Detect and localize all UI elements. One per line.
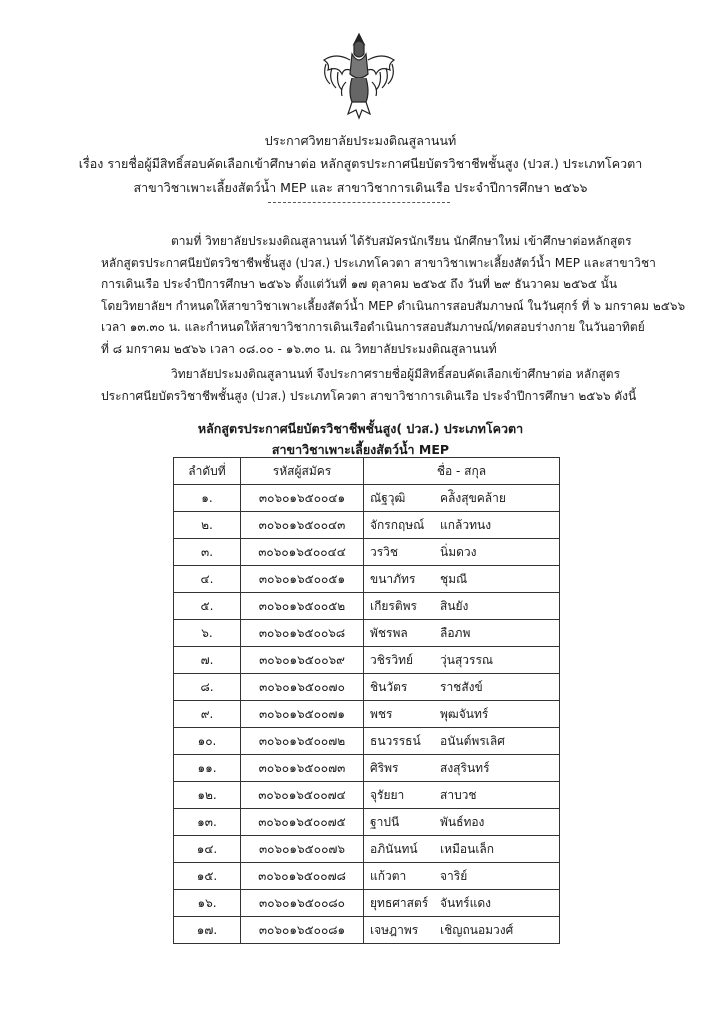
order-number: ๑๔.	[174, 836, 241, 863]
full-name	[364, 674, 560, 701]
garuda-emblem-icon	[318, 30, 400, 122]
last-name: อนันต์พรเลิศ	[440, 733, 505, 748]
first-name: ยุทธศาสตร์	[370, 895, 429, 910]
paragraph-1-line: เวลา ๑๓.๓๐ น. และกำหนดให้สาขาวิชาการเดินเรือดำเนินการสอบสัมภาษณ์/ทดสอบร่างกาย ในวันอาทิตย์	[101, 320, 645, 334]
last-name: นิ่มดวง	[440, 544, 477, 559]
header-applicant-id: รหัสผู้สมัคร	[241, 458, 364, 485]
header-order: ลำดับที่	[174, 458, 241, 485]
applicant-id: ๓๐๖๐๑๖๕๐๐๔๑	[241, 485, 364, 512]
applicant-id: ๓๐๖๐๑๖๕๐๐๗๑	[241, 701, 364, 728]
subject-line-2: สาขาวิชาเพาะเลี้ยงสัตว์น้ำ MEP และ สาขาวิชาการเดินเรือ ประจำปีการศึกษา ๒๕๖๖	[133, 180, 588, 195]
applicant-id: ๓๐๖๐๑๖๕๐๐๗๔	[241, 782, 364, 809]
order-number: ๑๐.	[174, 728, 241, 755]
applicant-id: ๓๐๖๐๑๖๕๐๐๕๒	[241, 593, 364, 620]
applicant-id: ๓๐๖๐๑๖๕๐๐๖๙	[241, 647, 364, 674]
table-row	[174, 809, 560, 836]
table-body	[174, 485, 560, 944]
applicant-id: ๓๐๖๐๑๖๕๐๐๗๒	[241, 728, 364, 755]
last-name: เชิญถนอมวงศ์	[440, 922, 514, 937]
applicant-id: ๓๐๖๐๑๖๕๐๐๔๔	[241, 539, 364, 566]
header-full-name: ชื่อ - สกุล	[364, 458, 560, 485]
paragraph-2	[101, 364, 647, 407]
paragraph-1-line: ตามที่ วิทยาลัยประมงติณสูลานนท์ ได้รับสมัครนักเรียน นักศึกษาใหม่ เข้าศึกษาต่อหลักสูตร	[171, 234, 632, 248]
table-row	[174, 728, 560, 755]
applicant-id: ๓๐๖๐๑๖๕๐๐๗๐	[241, 674, 364, 701]
table-row	[174, 593, 560, 620]
order-number: ๙.	[174, 701, 241, 728]
full-name	[364, 512, 560, 539]
table-row	[174, 701, 560, 728]
last-name: สงสุรินทร์	[440, 760, 490, 775]
table-title-line-2: สาขาวิชาเพาะเลี้ยงสัตว์น้ำ MEP	[271, 442, 450, 457]
first-name: ขนาภัทร	[370, 571, 416, 586]
applicant-id: ๓๐๖๐๑๖๕๐๐๗๖	[241, 836, 364, 863]
first-name: วชิรวิทย์	[370, 652, 414, 667]
first-name: ธนวรรธน์	[370, 733, 421, 748]
full-name	[364, 836, 560, 863]
first-name: ณัฐวุฒิ	[370, 490, 406, 505]
table-row	[174, 674, 560, 701]
table-row	[174, 566, 560, 593]
order-number: ๑๖.	[174, 890, 241, 917]
table-row	[174, 917, 560, 944]
applicant-id: ๓๐๖๐๑๖๕๐๐๔๓	[241, 512, 364, 539]
table-row	[174, 620, 560, 647]
last-name: วุ่นสุวรรณ	[440, 652, 494, 667]
full-name	[364, 728, 560, 755]
subject-line-1: เรื่อง รายชื่อผู้มีสิทธิ์สอบคัดเลือกเข้าศึกษาต่อ หลักสูตรประกาศนียบัตรวิชาชีพชั้นสูง (ปวส.) ประเภทโควตา	[78, 156, 643, 171]
full-name	[364, 917, 560, 944]
table-row	[174, 512, 560, 539]
announcement-title: ประกาศวิทยาลัยประมงติณสูลานนท์	[264, 133, 457, 148]
order-number: ๑๓.	[174, 809, 241, 836]
applicant-id: ๓๐๖๐๑๖๕๐๐๘๑	[241, 917, 364, 944]
first-name: จักรกฤษณ์	[370, 517, 425, 532]
applicant-id: ๓๐๖๐๑๖๕๐๐๗๕	[241, 809, 364, 836]
full-name	[364, 809, 560, 836]
paragraph-1-line: โดยวิทยาลัยฯ กำหนดให้สาขาวิชาเพาะเลี้ยงสัตว์น้ำ MEP ดำเนินการสอบสัมภาษณ์ ในวันศุกร์ ที่ ๖ มกราคม ๒๕๖๖	[101, 298, 686, 313]
last-name: เหมือนเล็ก	[440, 841, 495, 856]
order-number: ๓.	[174, 539, 241, 566]
first-name: พัชรพล	[370, 625, 408, 640]
full-name	[364, 701, 560, 728]
table-row	[174, 782, 560, 809]
paragraph-2-line: ประกาศนียบัตรวิชาชีพชั้นสูง (ปวส.) ประเภทโควตา สาขาวิชาการเดินเรือ ประจำปีการศึกษา ๒๕๖๖ ดังนี้	[101, 388, 637, 403]
applicant-id: ๓๐๖๐๑๖๕๐๐๖๘	[241, 620, 364, 647]
paragraph-1	[101, 231, 686, 360]
first-name: จุรัยยา	[370, 787, 405, 802]
paragraph-1-line: หลักสูตรประกาศนียบัตรวิชาชีพชั้นสูง (ปวส.) ประเภทโควตา สาขาวิชาเพาะเลี้ยงสัตว์น้ำ MEP และสาขาวิชา	[101, 255, 656, 270]
full-name	[364, 782, 560, 809]
first-name: เจษฎาพร	[370, 922, 419, 937]
order-number: ๒.	[174, 512, 241, 539]
table-title-line-1: หลักสูตรประกาศนียบัตรวิชาชีพชั้นสูง( ปวส.) ประเภทโควตา	[197, 421, 524, 436]
order-number: ๘.	[174, 674, 241, 701]
applicant-id: ๓๐๖๐๑๖๕๐๐๕๑	[241, 566, 364, 593]
order-number: ๑๒.	[174, 782, 241, 809]
last-name: คล้ิงสุขคล้าย	[440, 490, 506, 505]
full-name	[364, 863, 560, 890]
table-row	[174, 863, 560, 890]
last-name: สินยัง	[440, 598, 469, 613]
full-name	[364, 620, 560, 647]
last-name: จาริย์	[440, 868, 468, 883]
applicant-id: ๓๐๖๐๑๖๕๐๐๗๓	[241, 755, 364, 782]
table-header-row	[174, 458, 560, 485]
order-number: ๑.	[174, 485, 241, 512]
last-name: แกล้วทนง	[440, 517, 492, 532]
full-name	[364, 485, 560, 512]
separator-line	[268, 202, 450, 203]
last-name: สาบวช	[440, 787, 477, 802]
order-number: ๑๕.	[174, 863, 241, 890]
full-name	[364, 593, 560, 620]
table-row	[174, 890, 560, 917]
full-name	[364, 539, 560, 566]
table-row	[174, 647, 560, 674]
last-name: จันทร์แดง	[440, 895, 491, 910]
table-row	[174, 539, 560, 566]
applicant-id: ๓๐๖๐๑๖๕๐๐๗๘	[241, 863, 364, 890]
last-name: พันธ์ทอง	[440, 814, 485, 829]
last-name: ลือภพ	[440, 625, 471, 640]
full-name	[364, 566, 560, 593]
order-number: ๑๑.	[174, 755, 241, 782]
applicant-table	[173, 457, 560, 944]
first-name: อภินันทน์	[370, 841, 418, 856]
first-name: ฐาปนี	[370, 814, 400, 829]
first-name: แก้วตา	[370, 868, 407, 883]
order-number: ๔.	[174, 566, 241, 593]
order-number: ๖.	[174, 620, 241, 647]
first-name: พชร	[370, 706, 393, 721]
paragraph-1-line: การเดินเรือ ประจำปีการศึกษา ๒๕๖๖ ตั้งแต่วันที่ ๑๗ ตุลาคม ๒๕๖๕ ถึง วันที่ ๒๙ ธันวาคม ๒๕๖๕ นั้น	[101, 277, 618, 291]
full-name	[364, 647, 560, 674]
last-name: ชุมณี	[440, 571, 468, 586]
order-number: ๕.	[174, 593, 241, 620]
order-number: ๑๗.	[174, 917, 241, 944]
paragraph-2-line: วิทยาลัยประมงติณสูลานนท์ จึงประกาศรายชื่อผู้มีสิทธิ์สอบคัดเลือกเข้าศึกษาต่อ หลักสูตร	[171, 367, 621, 381]
table-row	[174, 755, 560, 782]
first-name: ชินวัตร	[370, 679, 408, 694]
first-name: ศิริพร	[370, 760, 399, 775]
last-name: ราชสังข์	[440, 679, 483, 694]
last-name: พุฒจันทร์	[440, 706, 489, 721]
applicant-id: ๓๐๖๐๑๖๕๐๐๘๐	[241, 890, 364, 917]
order-number: ๗.	[174, 647, 241, 674]
first-name: เกียรติพร	[370, 598, 417, 613]
first-name: วรวิช	[370, 544, 399, 559]
table-row	[174, 836, 560, 863]
paragraph-1-line: ที่ ๘ มกราคม ๒๕๖๖ เวลา ๐๘.๐๐ - ๑๖.๓๐ น. ณ วิทยาลัยประมงติณสูลานนท์	[101, 341, 497, 356]
table-row	[174, 485, 560, 512]
full-name	[364, 890, 560, 917]
full-name	[364, 755, 560, 782]
